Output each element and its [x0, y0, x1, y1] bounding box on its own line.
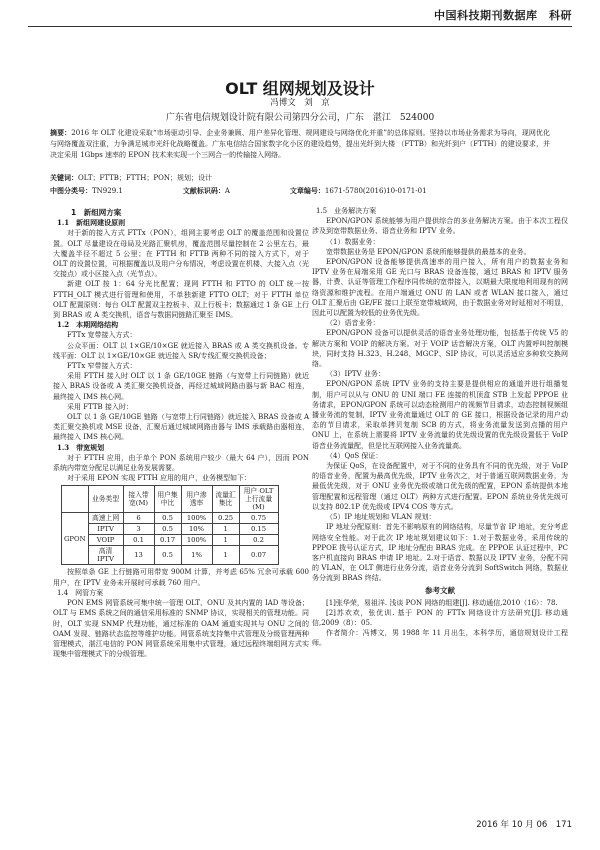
table-cell: 高速上网: [88, 513, 123, 524]
table-cell: 0.17: [154, 535, 181, 546]
subsection-heading: 1.3 带宽规划: [57, 442, 105, 452]
table-header-cell: [62, 486, 89, 513]
table-cell: 1: [212, 535, 239, 546]
article-no-label: 文章编号：: [289, 186, 325, 195]
table-cell: VOIP: [88, 535, 123, 546]
keywords-label: 关键词：: [50, 173, 78, 182]
references-heading: 参考文献: [425, 585, 455, 595]
paragraph: EPON/GPON 系统能够为用户提供综合的多业务解决方案。由于本次工程仅涉及到宽带数据业务、语音业务和 IPTV 业务。: [312, 217, 568, 236]
paragraph: 按照单条 GE 上行链路可用带宽 900M 计算，并考虑 65% 冗余可承载 600 用户，在 IPTV 业务未开展时可承载 760 用户。: [53, 568, 309, 587]
paragraph: （5）IP 地址规划和 VLAN 规划：: [326, 513, 436, 522]
subsection-heading: 1.4 网管方案: [57, 588, 104, 597]
paragraph: EPON/GPON 系统 IPTV 业务的支持主要是提供相应的通道并进行组播复制，用户可以从与 ONU 的 UNI 端口 FE 连接的机顶盒 STB 上发起 PPPOE 业务请求，EPON/GPON 系统可以动态检测用户的视频节目请求，动态控制视频组播业务流的复制，IPTV 业务流量通过 OLT 的 GE 接口，根据设备记录的用户动态的节目请求，采取单拷贝复制 SCB 的方式，将业务流量发送到点播的用户 ONU 上，在系统上需要将 IPTV 业务流量的优先级设置的优先级设置低于 VoIP 语音业务流量配，但是比互联网接入业务流量高。: [312, 380, 568, 450]
table-cell: 0.75: [239, 513, 278, 524]
journal-header: 中国科技期刊数据库 科研: [434, 9, 572, 22]
paragraph: （4）QoS 保证：: [326, 451, 383, 460]
paragraph: 为保证 QoS，在设备配置中，对于不同的业务具有不同的优先级，对于 VoIP 的语音业务，配置为最高优先级，IPTV 业务次之，对于普通互联网数据业务，为最低优先级，对于 ONU 业务优先级或端口优先级的配置，EPON 系统提供本地管理配置和远程管理（通过 OLT）两种方式进行配置。EPON 系统业务优先级可以支持 802.1P 优先级或 IPV4 COS 等方式。: [312, 462, 568, 511]
table-cell: 0.5: [154, 546, 181, 565]
paragraph: 对于 FTTH 应用，由于单个 PON 系统用户较少（最大 64 户），因而 PON 系统内带宽分配足以满足业务发展需要。: [53, 453, 309, 473]
table-row: [62, 524, 279, 535]
table-cell: 高清 IPTV: [88, 546, 123, 565]
reference-item: [2]苏欢欢，张优训. 基于 PON 的 FTTx 网络设计方法研究[J]. 移动通信,2009（8）：05.: [312, 608, 568, 627]
paragraph: 对于新的接入方式 FTTx（PON），组网主要考虑 OLT 的覆盖范围和设置位置。OLT 尽量建设在母局及光路汇聚机房，覆盖范围尽量控制在 2 公里左右，最大覆盖半径不超过 5 公里；在 FTTH 和 FTTB 两种不同的接入方式下，对于 OLT 的设置位置，可根据覆盖以及用户分布情况，考虑设置在机楼、大接入点（光交接点）或小区接入点（光节点）。: [53, 229, 309, 279]
table-cell: 0.15: [239, 524, 278, 535]
paragraph: 对于采用 EPON 实现 FTTH 应用的用户，业务模型如下：: [67, 474, 252, 483]
keywords: [50, 173, 550, 183]
abstract-text: 2016 年 OLT 化建设采取“市场驱动引导、企业务兼顾、用户差异化管理、规网建设与网络优化并重”的总体原则。坚持以市场业务需求为导向，现网优化与网络覆盖双注重，力争满足城市光纤化战略覆盖。广东电信结合国家数字化小区的建设趋势，提出光纤到大楼 （FTTB）和光纤到户（FTTH）的建设要求，并决定采用 1Gbps 速率的 EPON 技术来实现一个三网合一的传输接入网络。: [50, 129, 550, 159]
paragraph: 新建 OLT 按 1：64 分光比配置；现网 FTTH 和 FTTO 的 OLT 统一按 FTTH_OLT 模式进行管理和使用，不单独新建 FTTO OLT；对于 FTTH 单位 OLT 配置原则：每台 OLT 配置双主控板卡、双上行板卡；数据通过 1 条 GE 上行到 BRAS 或 A 类交换机，语音与数据同链路汇聚至 IMS。: [53, 280, 309, 320]
table-cell: 100%: [181, 513, 212, 524]
paragraph: PON EMS 网管系统可集中统一管理 OLT、ONU 及其内置的 IAD 等设备；OLT 与 EMS 系统之间的通信采用标准的 SNMP 协议，实现相关的管理功能。同时，OLT 实现 SNMP 代理功能，通过标准的 OAM 通道实现其与 ONU 之间的 OAM 发现、链路状态监控等维护功能。网管系统支持集中式管理及分级管理两种管理模式，湛江电信的 PON 网管系统采用集中式管理，通过远程终端组网方式实现集中管理模式下的分级管理。: [53, 599, 309, 659]
doc-code-label: 文献标识码：: [182, 186, 225, 195]
table-cell: 6: [123, 513, 154, 524]
traffic-model-table: [61, 485, 279, 565]
subsection-heading: 1.5 业务解决方案: [316, 207, 377, 215]
clc-field: [50, 186, 153, 196]
table-header-cell: 用户渗透率: [181, 486, 212, 513]
paper-title: OLT 组网规划及设计: [225, 79, 375, 98]
paragraph: FTTx 窄带接入方式：: [67, 362, 137, 371]
table-cell: 13: [123, 546, 154, 565]
table-header-cell: 用户集中比: [154, 486, 181, 513]
table-header-cell: 接入带宽(M): [123, 486, 154, 513]
paper-authors: 冯博文 刘 京: [270, 98, 330, 108]
table-header-row: [62, 486, 279, 513]
abstract: [50, 128, 550, 161]
right-column: [312, 206, 568, 648]
author-bio: 作者简介：冯博文，男 1988 年 11 月出生，本科学历，通信规划设计工程师。: [312, 628, 568, 647]
doc-code-field: [183, 186, 260, 196]
doc-code-value: A: [224, 187, 230, 195]
paragraph: OLT 以 1 条 GE/10GE 链路（与宽带上行同链路）就近接入 BRAS 设备或 A 类汇聚交换机或 MSE 设备，汇聚后通过城域网路由器与 IMS 承载路由器相连，最终接入 IMS 核心网。: [53, 413, 309, 442]
subsection-heading: 1.2 本期网络结构: [57, 320, 119, 330]
keywords-text: OLT；FTTB；FTTH；PON；规划；设计: [78, 174, 212, 182]
table-cell: 1%: [181, 546, 212, 565]
article-no-value: 1671-5780(2016)10-0171-01: [324, 187, 427, 195]
page-footer: 2016 年 10 月 06 171: [476, 820, 572, 830]
table-cell: 10%: [181, 524, 212, 535]
table-cell: 1: [212, 546, 239, 565]
clc-label: 中图分类号：: [50, 186, 92, 195]
table-cell: IPTV: [88, 524, 123, 535]
paragraph: EPON/GPON 设备能够提供高速率的用户接入，所有用户的数据业务和 IPTV 业务在局端采用 GE 光口与 BRAS 设备连接，通过 BRAS 和 IPTV 服务器，计费、认证等管理工作程序同传统的宽带接入，以期最大限度地利用现有的网络资源和维护流程。在用户端通过 ONU 的 LAN 或者 WLAN 接口接入，通过 OLT 汇聚后由 GE/FE 接口上联至宽带城域网，由于数据业务对时延相对不明显，因此可以配置为较低的业务优先级。: [312, 258, 568, 318]
table-cell: 1: [212, 524, 239, 535]
table-cell: 0.5: [154, 513, 181, 524]
table-cell: 0.07: [239, 546, 278, 565]
table-cell: 0.1: [123, 535, 154, 546]
header-rule: [28, 26, 572, 27]
table-cell: 0.25: [212, 513, 239, 524]
paragraph: 公众平面：OLT 以 1×GE/10×GE 就近接入 BRAS 或 A 类交换机设备。专线平面：OLT 以 1×GE/10×GE 就近接入 SR/专线汇聚交换机设备；: [53, 341, 309, 360]
paragraph: 采用 FTTB 接入时：: [67, 402, 133, 411]
paragraph: IP 地址分配原则：首先不影响原有的网络结构，尽量节省 IP 地址，充分考虑网络安全性能。对于此次 IP 地址规划建议如下：1.对于数据业务，采用传统的 PPPOE 拨号认证方式，IP 地址分配由 BRAS 完成。在 PPPOE 认证过程中，PC 客户机直接向 BRAS 申请 IP 地址。2.对于语音、数据以及 IPTV 业务，分配不同的 VLAN，在 OLT 侧进行业务分流，语音业务分流到 SoftSwitch 网络，数据业务分流到 BRAS 终结。: [312, 523, 568, 583]
table-cell: 0.5: [154, 524, 181, 535]
table-group-cell: GPON: [62, 513, 89, 565]
paragraph: 采用 FTTH 接入时 OLT 以 1 条 GE/10GE 链路（与宽带上行同链路）就近接入 BRAS 设备或 A 类汇聚交换机设备，再经过城域网路由器与新 BAC 相连，最终接入 IMS 核心网。: [53, 372, 309, 401]
table-cell: 100%: [181, 535, 212, 546]
table-cell: 3: [123, 524, 154, 535]
paragraph: （1）数据业务：: [326, 237, 380, 246]
table-row: [62, 513, 279, 524]
table-cell: 0.2: [239, 535, 278, 546]
table-header-cell: 业务类型: [88, 486, 123, 513]
paragraph: （2）语音业务：: [326, 319, 380, 328]
left-column: [53, 206, 309, 659]
paragraph: （3）IPTV 业务：: [326, 370, 385, 379]
table-header-cell: 用户 OLT 上行流量(M): [239, 486, 278, 513]
paragraph: EPON/GPON 设备可以提供灵活的语音业务处理功能，包括基于传统 V5 的解决方案和 VOIP 的解决方案。对于 VOIP 话音解决方案，OLT 内置呼叫控制模块，同时支持 H.323、H.248、MGCP、SIP 协议，可以灵活适应多种软交换网络。: [312, 329, 568, 369]
table-header-cell: 流量汇集比: [212, 486, 239, 513]
article-no-field: [290, 186, 457, 196]
section-heading: 1 新组网方案: [71, 208, 122, 217]
reference-item: [1]张华荣，易祖洋. 浅谈 PON 网络的组建[J]. 移动通信,2010（16）：78.: [326, 598, 558, 607]
paragraph: FTTx 宽带接入方式：: [67, 331, 137, 340]
abstract-label: 摘要：: [50, 129, 72, 137]
paper-affiliation: 广东省电信规划设计院有限公司第四分公司，广东 湛江 524000: [165, 113, 435, 123]
table-row: [62, 535, 279, 546]
subsection-heading: 1.1 新组网建设原则: [57, 218, 126, 228]
table-row: [62, 546, 279, 565]
article-meta: [50, 186, 550, 196]
clc-value: TN929.1: [92, 187, 123, 195]
paragraph: 宽带数据业务是 EPON/GPON 系统所能够提供的最基本的业务。: [326, 247, 531, 256]
